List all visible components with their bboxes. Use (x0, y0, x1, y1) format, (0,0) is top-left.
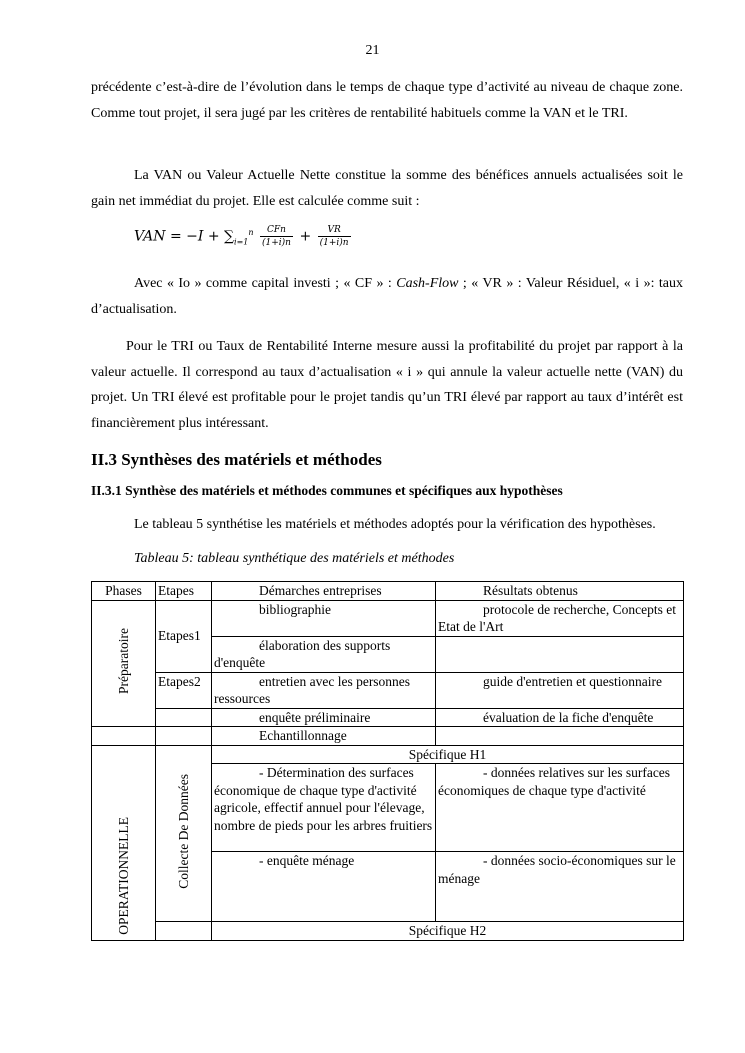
resultat-evaluation: évaluation de la fiche d'enquête (436, 708, 684, 727)
table-row (92, 745, 684, 764)
demarche-determination: - Détermination des surfaces économique de chaque type d'activité agricole, effectif annuel pour l'élevage, nombre de pieds pour les arbres fruitiers (212, 764, 436, 852)
section-heading: II.3 Synthèses des matériels et méthodes (91, 450, 382, 469)
formula-plus: + (299, 228, 312, 245)
variables-cash-flow: Cash-Flow (396, 276, 459, 291)
paragraph-intro: précédente c’est-à-dire de l’évolution dans le temps de chaque type d’activité au niveau de chaque zone. Comme tout projet, il sera jugé par les critères de rentabilité habituels comme la VAN et le TRI. (91, 80, 683, 121)
synthesis-table (91, 581, 684, 941)
etape2-cell: Etapes2 (156, 672, 212, 708)
specifique-h1: Spécifique H1 (212, 745, 684, 764)
formula-sum-upper: n (248, 227, 254, 237)
formula-sum-lower: i=1 (234, 237, 249, 247)
table-row (92, 708, 684, 727)
header-phases: Phases (92, 582, 156, 601)
table-caption: Tableau 5: tableau synthétique des matériels et méthodes (134, 551, 455, 566)
etape-empty-cell (156, 708, 212, 727)
formula-frac2-denominator: (1+i)n (319, 238, 349, 248)
page-number: 21 (365, 43, 380, 58)
resultat-guide: guide d'entretien et questionnaire (436, 672, 684, 708)
resultat-empty (436, 636, 684, 672)
table-header-row (92, 582, 684, 601)
phase-operationnelle-label: OPERATIONNELLE (115, 817, 131, 935)
demarche-elaboration: élaboration des supports d'enquête (212, 636, 436, 672)
resultat-donnees-socio: - données socio-économiques sur le ménage (436, 852, 684, 922)
table-row (92, 727, 684, 746)
header-resultats: Résultats obtenus (436, 582, 684, 601)
resultat-donnees-surfaces: - données relatives sur les surfaces économiques de chaque type d'activité (436, 764, 684, 852)
table-row (92, 672, 684, 708)
demarche-enquete-menage: - enquête ménage (212, 852, 436, 922)
formula-fraction-residual (318, 224, 351, 249)
formula-fraction-cashflow (260, 224, 293, 249)
demarche-entretien: entretien avec les personnes ressources (212, 672, 436, 708)
header-etapes: Etapes (156, 582, 212, 601)
paragraph-tri: Pour le TRI ou Taux de Rentabilité Interne mesure aussi la profitabilité du projet par rapport à la valeur actuelle. Il correspond au taux d’actualisation « i » qui annule la valeur actuelle nette (VAN) du projet. Un TRI élevé est profitable pour le projet tandis qu’un TRI élevé par rapport au taux d’intérêt est financièrement plus intéressant. (91, 339, 683, 431)
paragraph-variables (91, 271, 683, 322)
subsection-heading: II.3.1 Synthèse des matériels et méthodes communes et spécifiques aux hypothèses (91, 483, 563, 498)
etape-empty-cell (156, 727, 212, 746)
demarche-echantillonnage: Echantillonnage (212, 727, 436, 746)
phase-operationnelle-cell (92, 745, 156, 940)
etape-empty-cell (156, 922, 212, 941)
phase-empty-cell (92, 727, 156, 746)
variables-text-b: ; « VR » : Valeur Résiduel, « i »: taux d’actualisation. (91, 276, 683, 317)
resultat-empty (436, 727, 684, 746)
paragraph-van-definition: La VAN ou Valeur Actuelle Nette constitue la somme des bénéfices annuels actualisées soit le gain net immédiat du projet. Elle est calculée comme suit : (91, 168, 683, 209)
van-formula (134, 224, 353, 249)
formula-lhs: VAN = −I + ∑ (134, 228, 235, 245)
phase-preparatoire-cell (92, 600, 156, 727)
variables-text-a: Avec « Io » comme capital investi ; « CF » : (134, 276, 397, 291)
etape1-cell: Etapes1 (156, 600, 212, 672)
collecte-cell (156, 745, 212, 922)
formula-frac2-numerator: VR (318, 224, 351, 237)
table-row (92, 922, 684, 941)
demarche-bibliographie: bibliographie (212, 600, 436, 636)
paragraph-table-intro: Le tableau 5 synthétise les matériels et méthodes adoptés pour la vérification des hypothèses. (134, 517, 656, 532)
formula-frac1-denominator: (1+i)n (262, 238, 291, 248)
header-demarches: Démarches entreprises (212, 582, 436, 601)
collecte-label: Collecte De Données (175, 773, 191, 889)
phase-preparatoire-label: Préparatoire (115, 628, 131, 694)
specifique-h2: Spécifique H2 (212, 922, 684, 941)
demarche-enquete-preliminaire: enquête préliminaire (212, 708, 436, 727)
resultat-protocole: protocole de recherche, Concepts et Etat de l'Art (436, 600, 684, 636)
formula-frac1-numerator: CFn (260, 224, 293, 237)
table-row (92, 600, 684, 636)
